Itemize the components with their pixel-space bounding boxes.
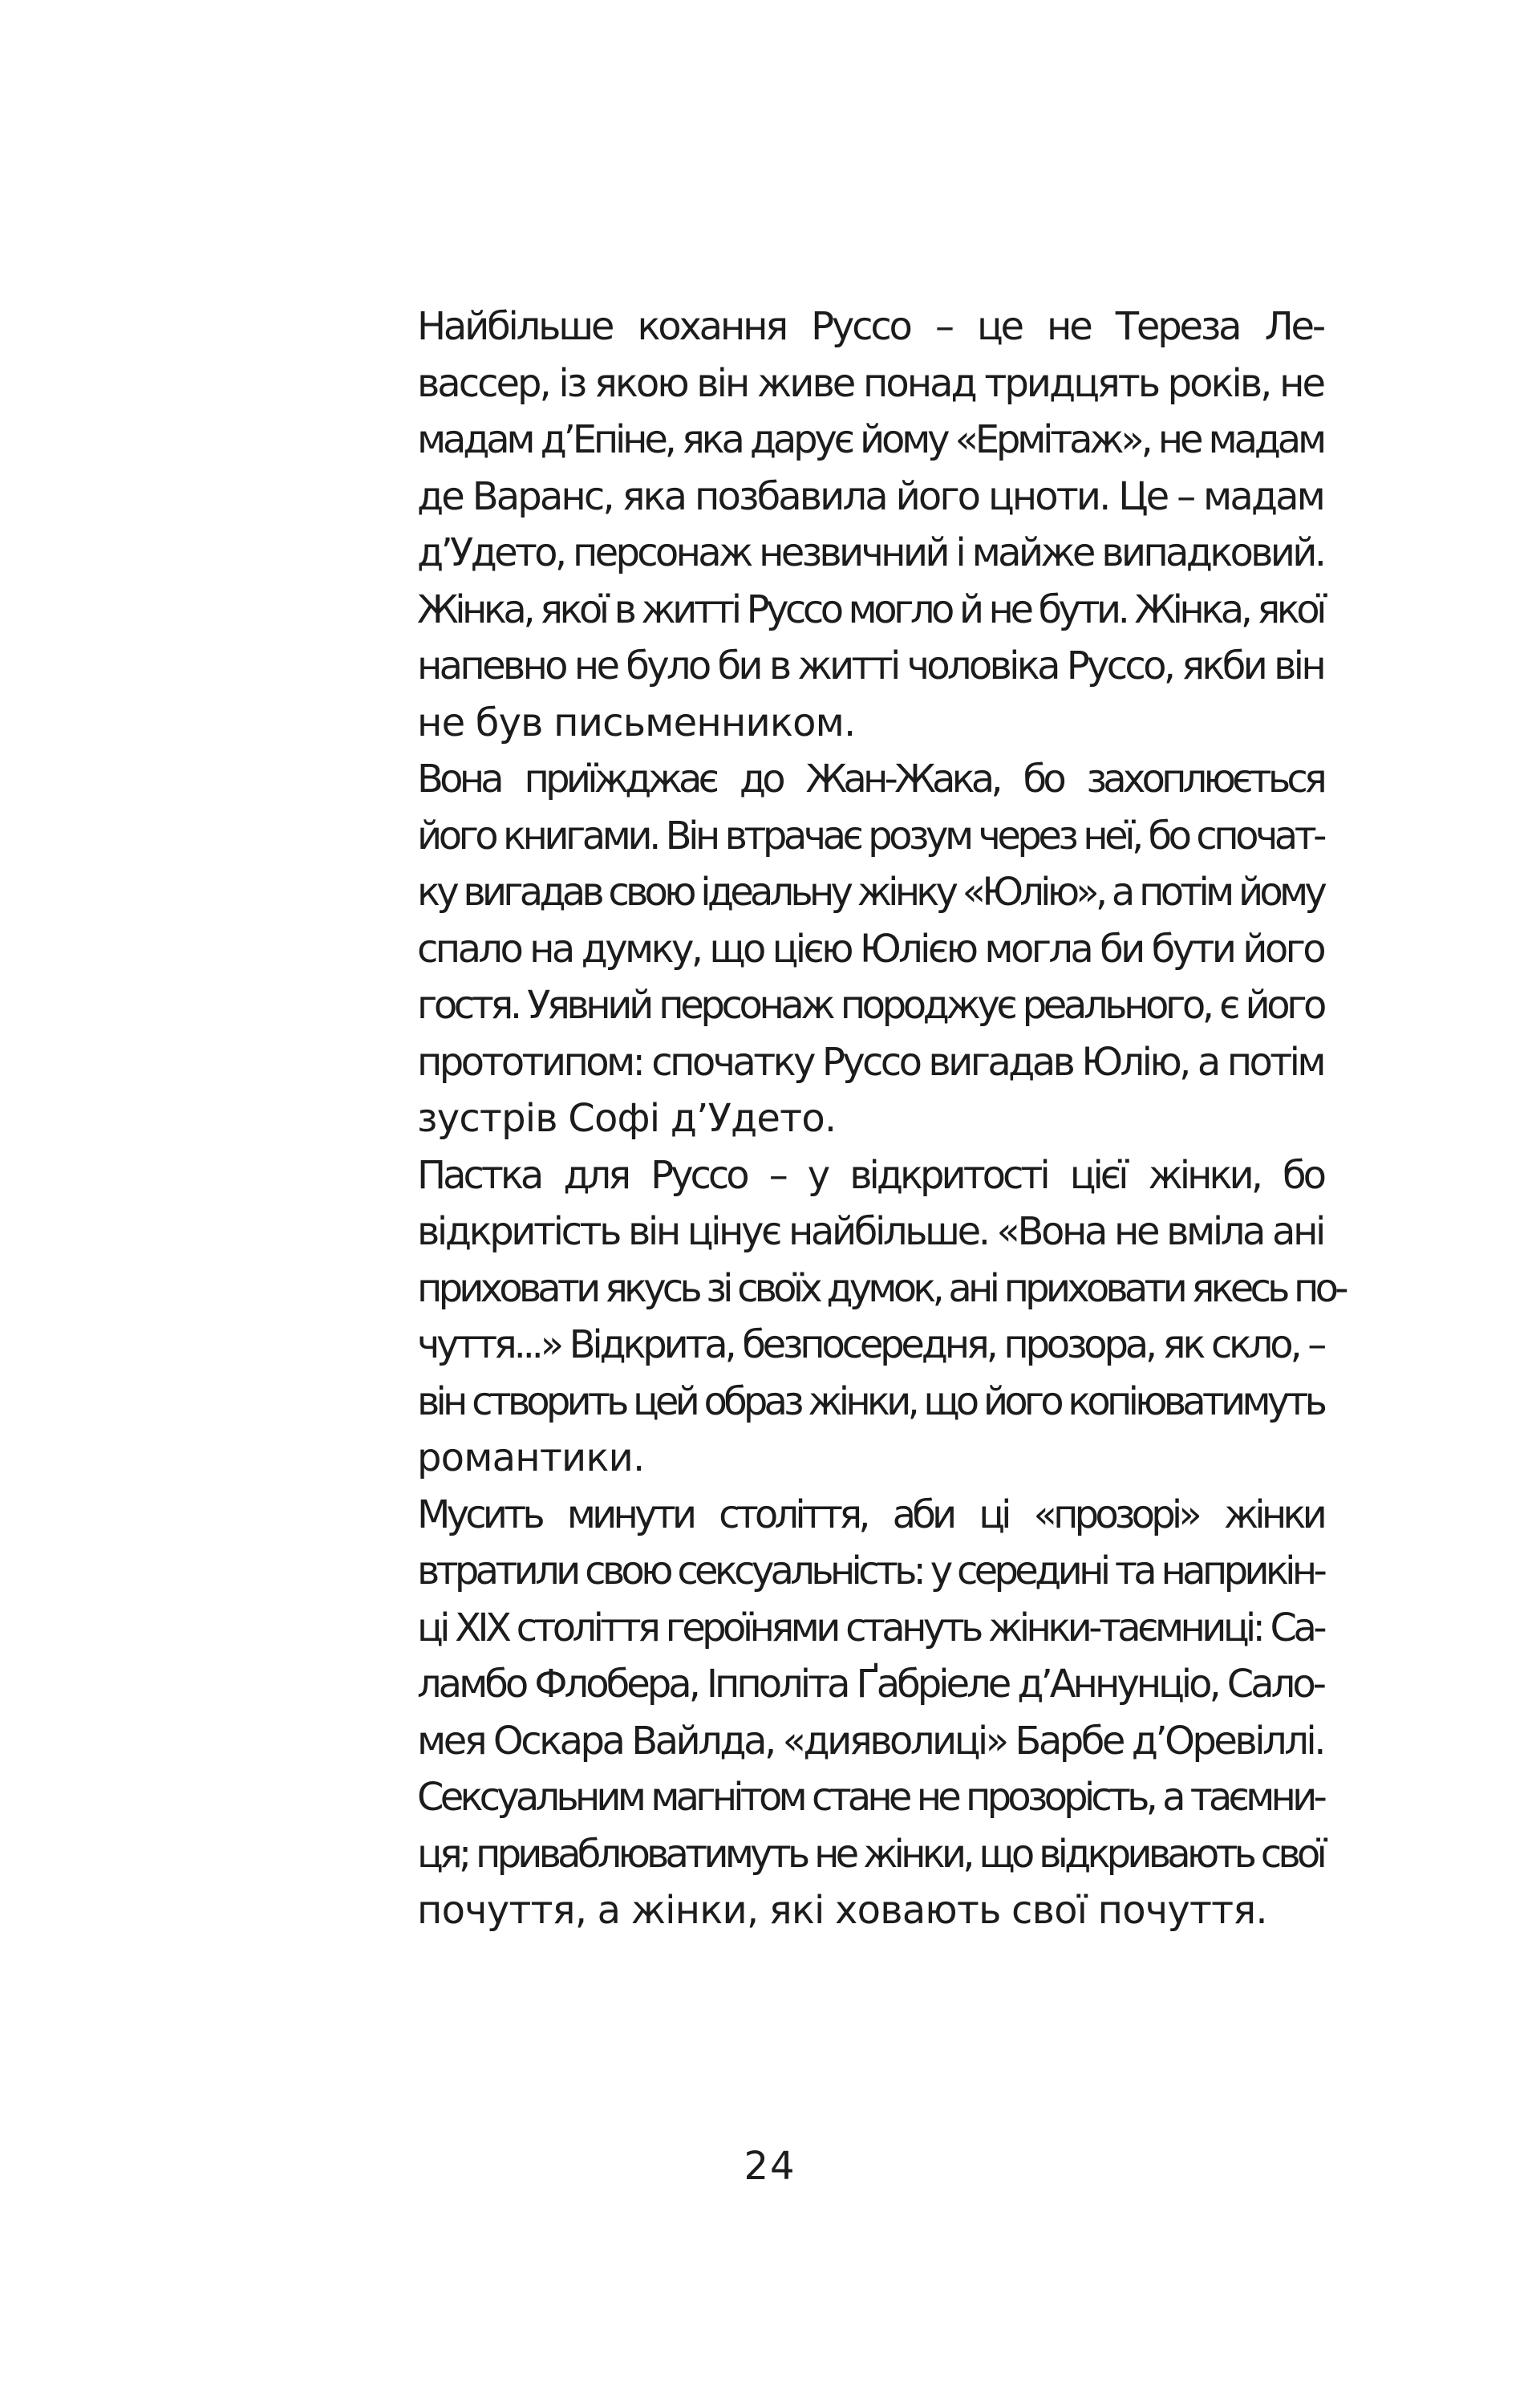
text-line: Пастка для Руссо – у відкритості цієї жінки, бо xyxy=(417,1152,1323,1198)
text-line: ку вигадав свою ідеальну жінку «Юлію», а потім йому xyxy=(417,870,1323,915)
text-line: ця; приваблюватимуть не жінки, що відкривають свої xyxy=(417,1831,1323,1877)
text-line: романтики. xyxy=(417,1435,645,1480)
text-line: відкритість він цінує найбільше. «Вона не вміла ані xyxy=(417,1209,1323,1254)
text-line: зустрів Софі д’Удето. xyxy=(417,1096,837,1141)
page-number: 24 xyxy=(744,2144,796,2189)
text-line: його книгами. Він втрачає розум через неї, бо спочат- xyxy=(417,813,1323,859)
text-line: Жінка, якої в житті Руссо могло й не бути. Жінка, якої xyxy=(417,587,1323,632)
text-line: чуття...» Відкрита, безпосередня, прозора, як скло, – xyxy=(417,1322,1323,1367)
text-line: д’Удето, персонаж незвичний і майже випадковий. xyxy=(417,530,1324,575)
text-line: Вона приїжджає до Жан-Жака, бо захоплюється xyxy=(417,757,1323,802)
text-line: мея Оскара Вайлда, «дияволиці» Барбе д’Оревіллі. xyxy=(417,1718,1323,1764)
text-line: мадам д’Епіне, яка дарує йому «Ермітаж», не мадам xyxy=(417,417,1323,462)
text-line: спало на думку, що цією Юлією могла би бути його xyxy=(417,926,1323,972)
paragraph xyxy=(305,751,1323,1147)
text-line: де Варанс, яка позбавила його цноти. Це – мадам xyxy=(417,473,1323,519)
body-text xyxy=(305,298,1345,1939)
text-line: почуття, а жінки, які ховають свої почуття. xyxy=(417,1888,1267,1933)
paragraph xyxy=(305,1487,1323,1939)
text-line: не був письменником. xyxy=(417,700,856,745)
text-line: ці XIX століття героїнями стануть жінки-таємниці: Са- xyxy=(417,1605,1323,1650)
text-line: приховати якусь зі своїх думок, ані приховати якесь по- xyxy=(417,1265,1345,1311)
paragraph xyxy=(305,1147,1345,1487)
text-line: вассер, із якою він живе понад тридцять років, не xyxy=(417,360,1323,406)
text-line: прототипом: спочатку Руссо вигадав Юлію, а потім xyxy=(417,1039,1323,1085)
text-line: Сексуальним магнітом стане не прозорість, а таємни- xyxy=(417,1775,1323,1820)
text-line: гостя. Уявний персонаж породжує реального, є його xyxy=(417,983,1323,1028)
paragraph xyxy=(305,298,1323,751)
text-line: Найбільше кохання Руссо – це не Тереза Ле- xyxy=(417,304,1323,349)
text-line: ламбо Флобера, Іпполіта Ґабріеле д’Аннунціо, Сало- xyxy=(417,1662,1323,1707)
text-line: Мусить минути століття, аби ці «прозорі» жінки xyxy=(417,1492,1323,1537)
text-line: напевно не було би в житті чоловіка Руссо, якби він xyxy=(417,643,1323,688)
text-line: втратили свою сексуальність: у середині та наприкін- xyxy=(417,1549,1324,1593)
text-line: він створить цей образ жінки, що його копіюватимуть xyxy=(417,1378,1324,1424)
